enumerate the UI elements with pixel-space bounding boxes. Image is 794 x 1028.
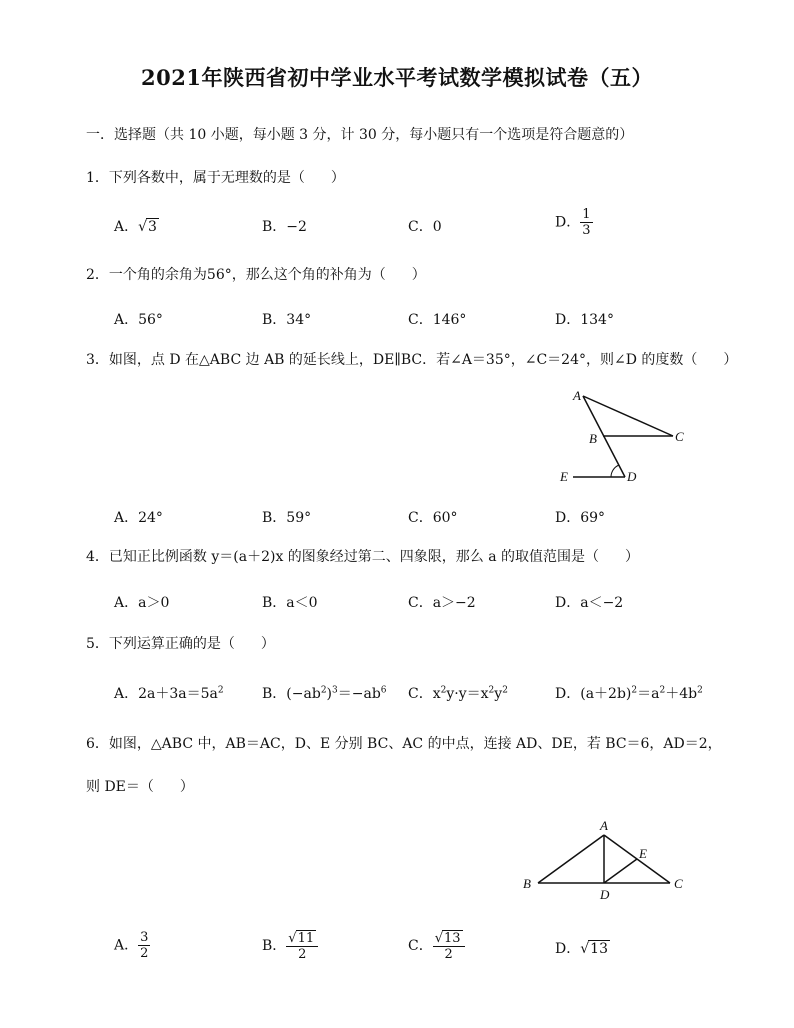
q6-a-denominator: 2 (140, 946, 149, 961)
q4-option-a[interactable]: A．a＞0 (114, 595, 170, 611)
q5-a-exponent: 2 (217, 685, 224, 696)
q5-d-exp1: 2 (631, 685, 638, 696)
q5-d-expression: (a＋2b) (580, 686, 632, 702)
q1-b-value: −2 (286, 219, 307, 235)
q3-label-e: E (560, 469, 568, 484)
q6-c-denominator: 2 (444, 947, 453, 962)
question-3-close: ） (723, 352, 738, 368)
q5-b-rhs-exp: 6 (380, 685, 387, 696)
q6-option-a[interactable] (114, 930, 150, 961)
q3-triangle-figure (555, 385, 695, 485)
q5-c-exp3: 2 (502, 685, 508, 696)
q5-a-expression: 2a＋3a＝5a (138, 686, 218, 702)
q2-option-b[interactable]: B．34° (262, 312, 312, 328)
q4-option-b[interactable]: B．a＜0 (262, 595, 318, 611)
q1-option-b[interactable] (262, 216, 307, 236)
q5-d-label: D． (555, 686, 581, 702)
q6-d-label: D． (555, 941, 581, 957)
question-4-text: 4．已知正比例函数 y＝(a＋2)x 的图象经过第二、四象限，那么 a 的取值范围是（ (86, 549, 600, 565)
q6-b-fraction (286, 930, 318, 962)
question-6-close: ） (179, 779, 194, 795)
q5-d-mid: ＋4b (665, 686, 698, 702)
q5-a-label: A． (114, 686, 139, 702)
question-5-close: ） (260, 636, 275, 652)
q5-d-exp3: 2 (697, 685, 703, 696)
q4-option-c[interactable]: C．a＞−2 (408, 595, 476, 611)
q6-b-radicand: 11 (297, 931, 315, 946)
q6-option-b[interactable] (262, 930, 318, 962)
q3-option-d[interactable]: D．69° (555, 510, 606, 526)
q5-d-rhs: ＝a (637, 686, 660, 702)
question-1-stem (86, 167, 345, 187)
q1-a-label: A． (114, 219, 139, 235)
question-1-close: ） (330, 170, 345, 186)
question-6-line-2 (86, 776, 194, 796)
q1-a-value: 3 (148, 219, 157, 235)
question-4-close: ） (625, 549, 640, 565)
q6-c-label: C． (408, 938, 433, 954)
q1-option-d[interactable] (555, 207, 593, 238)
q5-option-a[interactable] (114, 683, 224, 703)
q6-label-d: D (600, 887, 610, 902)
q6-triangle-figure (518, 815, 698, 905)
q1-option-a[interactable]: A．√3 (114, 219, 157, 235)
q6-a-fraction (138, 930, 150, 961)
q1-d-label: D． (555, 214, 581, 231)
q6-option-d[interactable]: D．√13 (555, 941, 608, 957)
q1-d-fraction (580, 207, 592, 238)
q2-option-c[interactable]: C．146° (408, 312, 467, 328)
q5-c-exp2: 2 (488, 685, 495, 696)
q5-b-expression: (−ab (286, 686, 321, 702)
page-title: 2021年陕西省初中学业水平考试数学模拟试卷（五） (141, 65, 653, 90)
q6-c-numerator: √13 (433, 930, 465, 947)
q5-c-x: x (432, 686, 441, 702)
q6-label-a: A (600, 818, 608, 833)
q6-label-b: B (523, 876, 531, 891)
q1-c-label: C． (408, 219, 433, 235)
q6-d-radicand: 13 (590, 941, 608, 957)
question-3-text: 3．如图，点 D 在△ABC 边 AB 的延长线上，DE∥BC．若∠A＝35°，∠C＝24°，则∠D 的度数（ (86, 352, 698, 368)
question-5-text: 5．下列运算正确的是（ (86, 636, 235, 652)
q5-b-close-paren: ) (326, 686, 333, 702)
q1-d-numerator: 1 (582, 207, 591, 222)
q2-option-a[interactable]: A．56° (114, 312, 163, 328)
q1-d-denominator: 3 (582, 223, 591, 238)
q5-b-rhs: ＝−ab (337, 686, 381, 702)
q3-label-b: B (589, 431, 597, 446)
q5-c-label: C． (408, 686, 433, 702)
question-2-close: ） (411, 267, 426, 283)
q1-option-c[interactable] (408, 216, 442, 236)
q3-option-c[interactable]: C．60° (408, 510, 458, 526)
q2-option-d[interactable]: D．134° (555, 312, 614, 328)
q6-a-label: A． (114, 937, 139, 954)
q5-b-label: B． (262, 686, 287, 702)
question-2-stem (86, 264, 426, 284)
q3-label-c: C (675, 429, 684, 444)
question-6-line-1: 6．如图，△ABC 中，AB＝AC，D、E 分别 BC、AC 的中点，连接 AD、DE，若 BC＝6，AD＝2， (86, 736, 722, 752)
q6-option-c[interactable] (408, 930, 465, 962)
q6-label-c: C (674, 876, 683, 891)
q5-option-b[interactable] (262, 683, 387, 703)
q6-b-label: B． (262, 938, 287, 954)
question-2-text: 2．一个角的余角为56°，那么这个角的补角为（ (86, 267, 386, 283)
q5-option-d[interactable] (555, 683, 703, 703)
q6-a-numerator: 3 (140, 930, 149, 945)
q3-option-b[interactable]: B．59° (262, 510, 312, 526)
question-4-stem (86, 546, 639, 566)
q3-option-a[interactable]: A．24° (114, 510, 163, 526)
q6-c-fraction (433, 930, 465, 962)
q6-b-numerator: √11 (286, 930, 318, 947)
question-5-stem (86, 633, 275, 653)
q5-option-c[interactable]: C．$x^2y\cdot y=x^2y^2$ (408, 685, 508, 702)
q1-b-label: B． (262, 219, 287, 235)
q4-option-d[interactable]: D．a＜−2 (555, 595, 624, 611)
q3-label-d: D (627, 469, 637, 484)
question-3-stem (86, 349, 737, 369)
q5-c-exp1: 2 (440, 685, 447, 696)
q3-label-a: A (573, 388, 581, 403)
q5-d-exp2: 2 (659, 685, 666, 696)
q1-c-value: 0 (432, 219, 442, 235)
question-1-text: 1．下列各数中，属于无理数的是（ (86, 170, 305, 186)
q5-b-outer-exp: 3 (332, 685, 338, 696)
q6-c-radicand: 13 (444, 931, 461, 946)
q5-b-inner-exp: 2 (320, 685, 327, 696)
section-heading: 一．选择题（共 10 小题，每小题 3 分，计 30 分，每小题只有一个选项是符合题意的） (86, 127, 634, 143)
question-6-text: 则 DE＝（ (86, 779, 154, 795)
q6-b-denominator: 2 (298, 947, 307, 962)
q6-label-e: E (639, 846, 647, 861)
